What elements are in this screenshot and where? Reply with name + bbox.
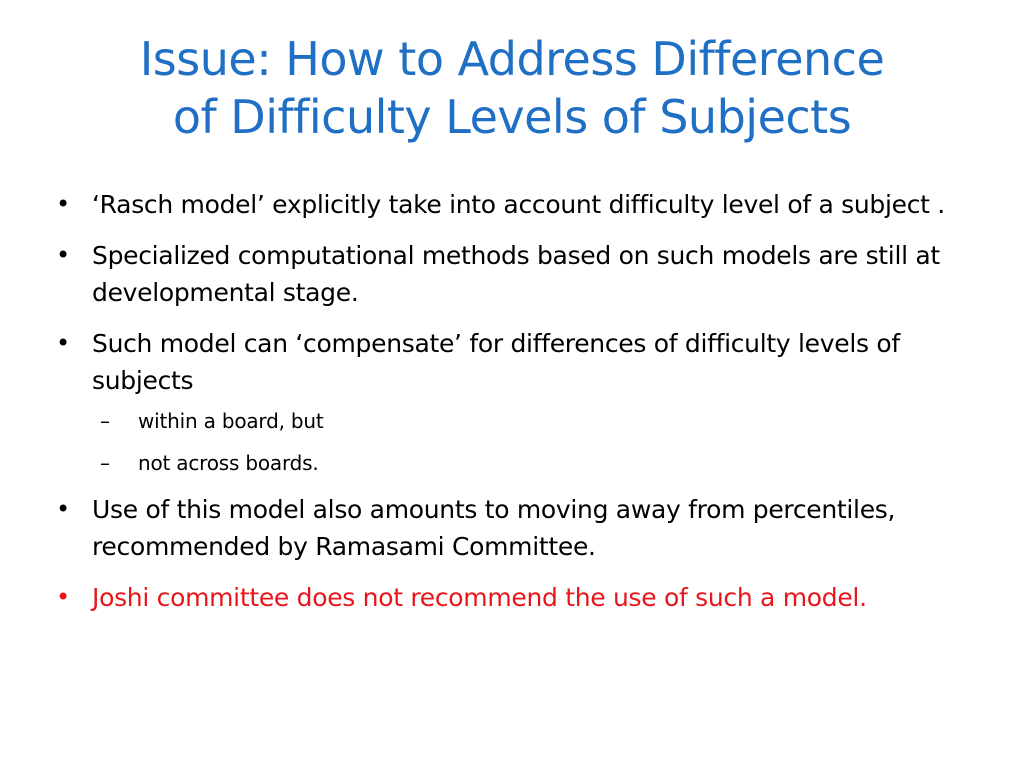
bullet-item-1	[56, 186, 976, 223]
sub-bullet-item-1	[56, 407, 976, 435]
sub-bullet-list	[56, 407, 976, 477]
sub-bullet-marker: –	[100, 451, 110, 475]
slide-title	[60, 30, 964, 146]
bullet-item-4	[56, 491, 976, 565]
bullet-item-2	[56, 237, 976, 311]
bullet-text: Specialized computational methods based on such models are still at developmental stage.	[92, 241, 940, 307]
bullet-marker: •	[56, 329, 70, 357]
bullet-text: Joshi committee does not recommend the use of such a model.	[92, 583, 867, 612]
bullet-item-5	[56, 579, 976, 616]
bullet-text: Such model can ‘compensate’ for differences of difficulty levels of subjects	[92, 329, 900, 395]
sub-bullet-text: within a board, but	[138, 409, 324, 433]
bullet-marker: •	[56, 583, 70, 611]
bullet-marker: •	[56, 241, 70, 269]
bullet-marker: •	[56, 190, 70, 218]
bullet-marker: •	[56, 495, 70, 523]
sub-bullet-text: not across boards.	[138, 451, 319, 475]
bullet-item-3	[56, 325, 976, 399]
bullet-list	[56, 186, 976, 630]
slide-title-line-1: Issue: How to Address Difference	[139, 32, 885, 86]
slide-title-line-2: of Difficulty Levels of Subjects	[172, 90, 852, 144]
bullet-text: ‘Rasch model’ explicitly take into account difficulty level of a subject .	[92, 190, 945, 219]
sub-bullet-marker: –	[100, 409, 110, 433]
bullet-text: Use of this model also amounts to moving away from percentiles, recommended by Ramasami Committee.	[92, 495, 896, 561]
sub-bullet-item-2	[56, 449, 976, 477]
